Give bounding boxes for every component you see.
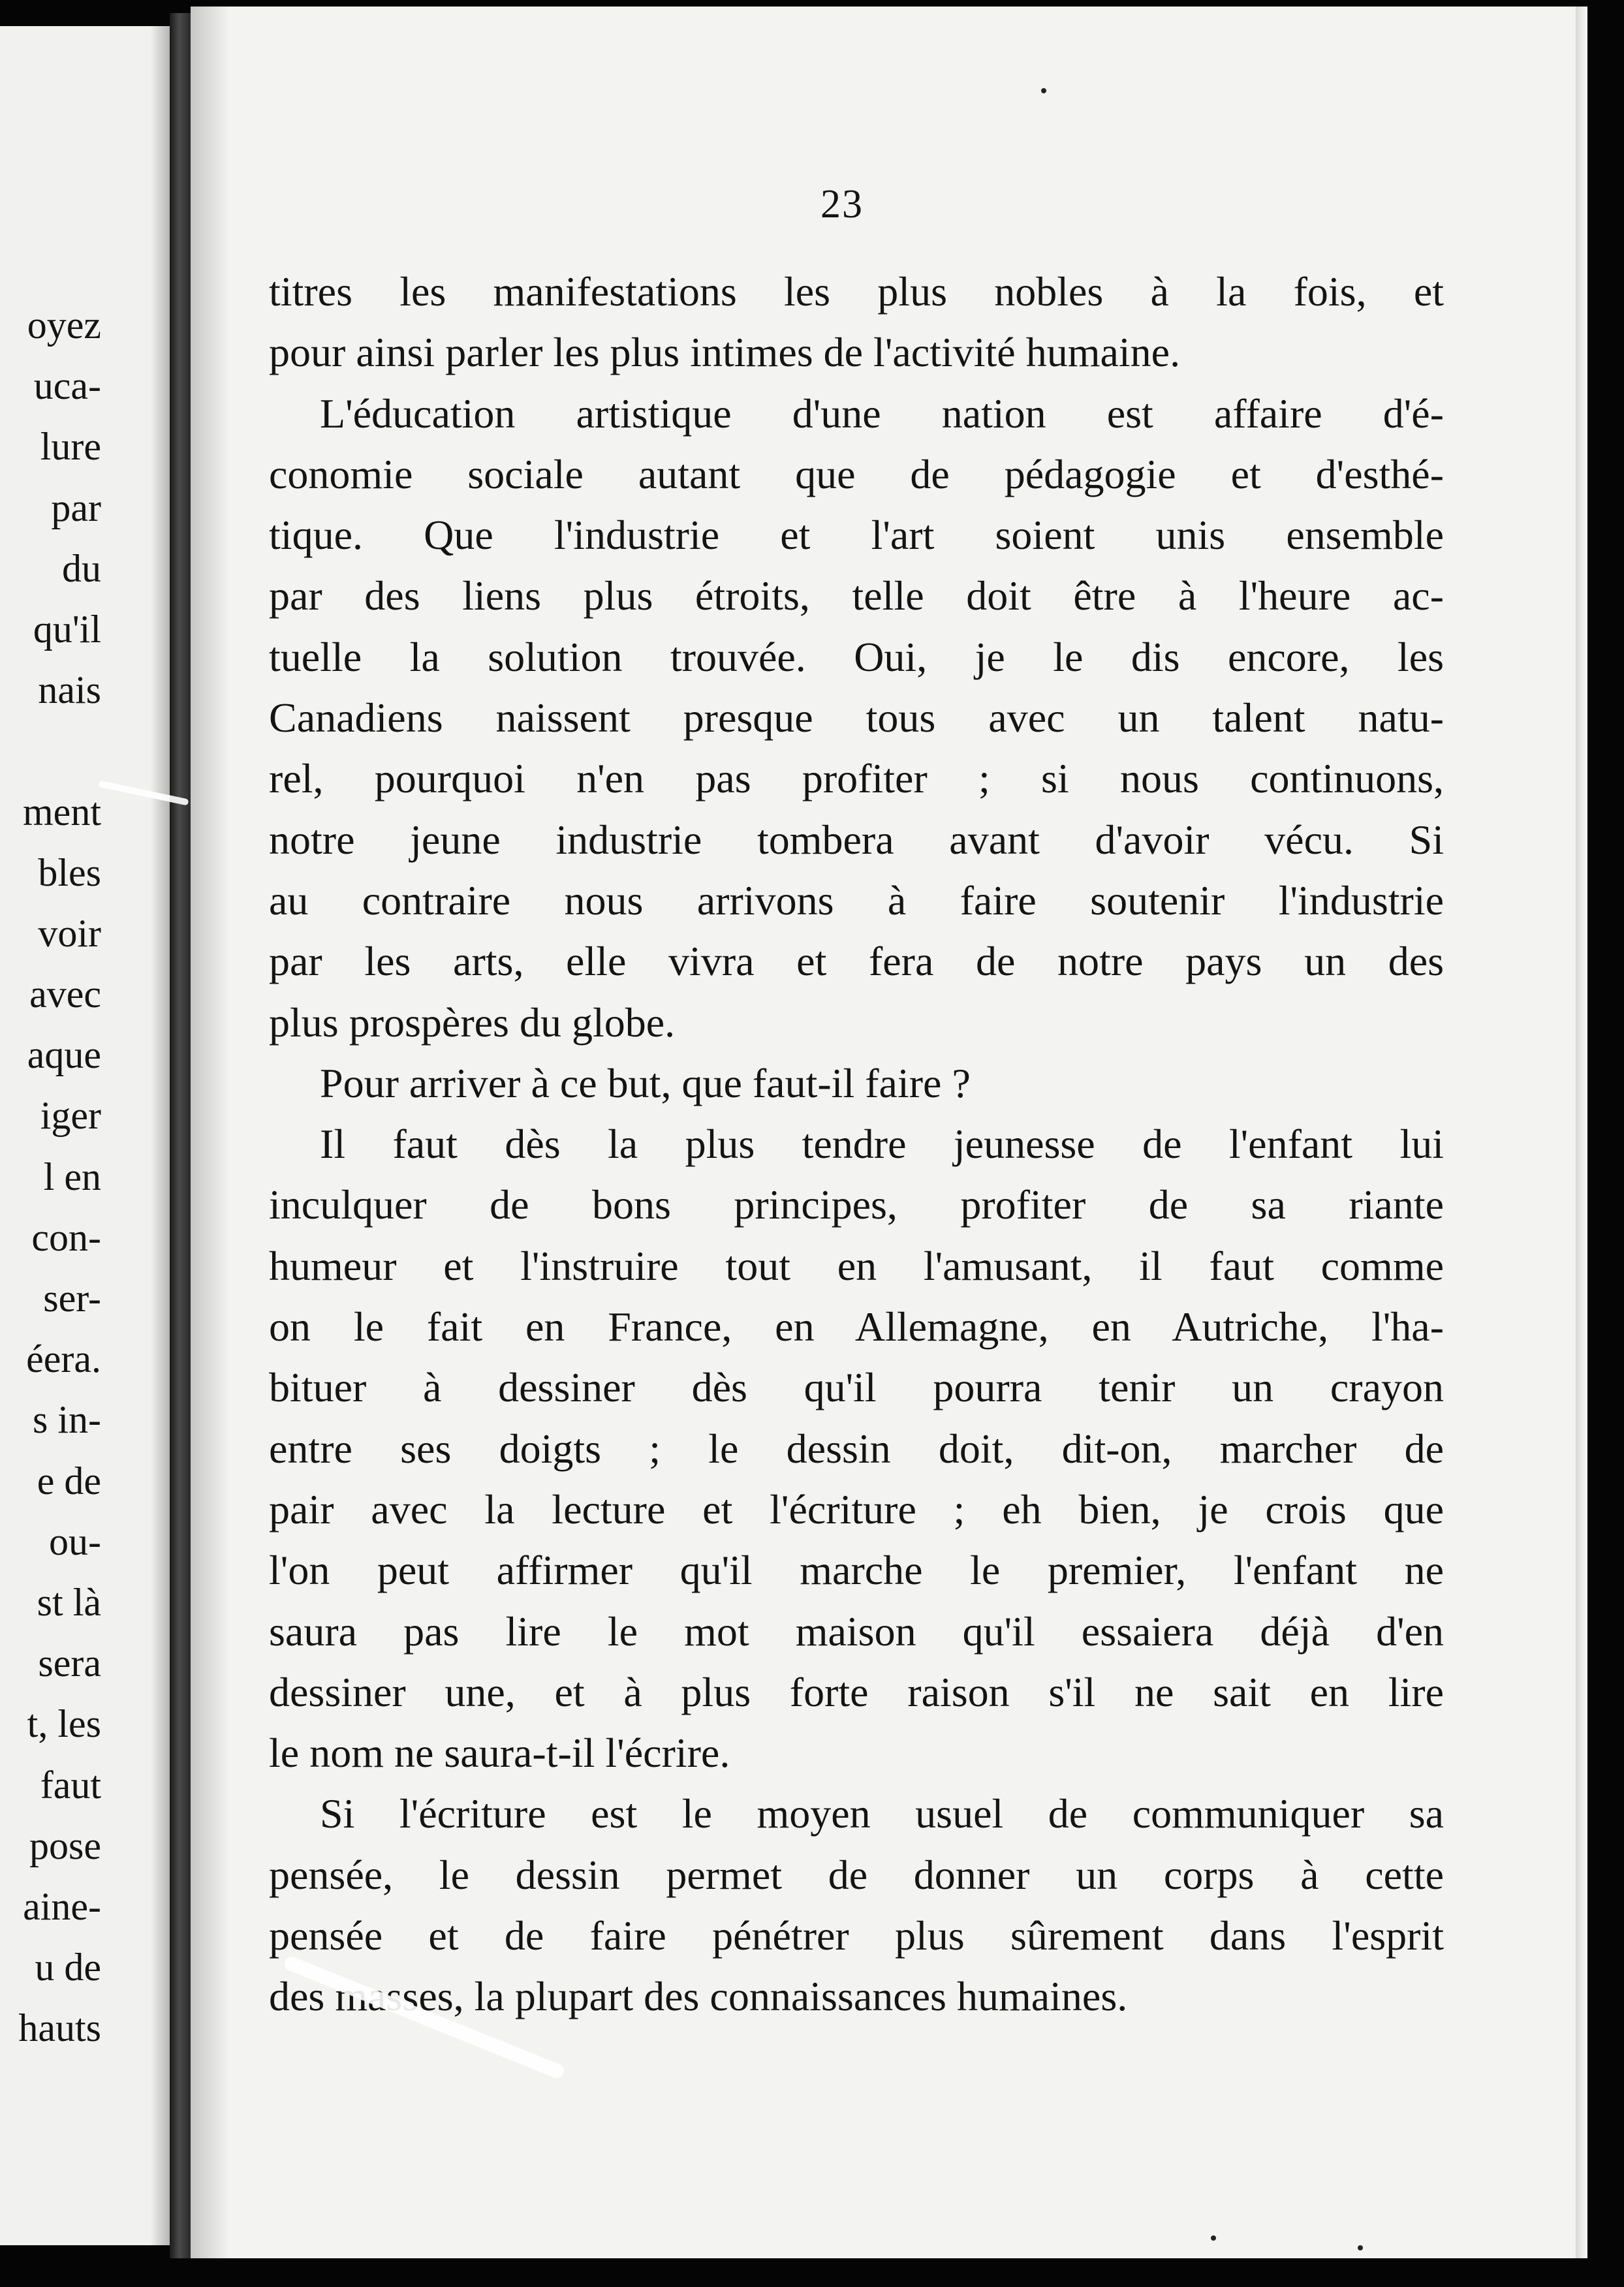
text-line: des masses, la plupart des connaissances humaines. bbox=[269, 1973, 1128, 2020]
left-fragment: t, les bbox=[27, 1702, 101, 1746]
left-fragment: sera bbox=[38, 1641, 101, 1685]
left-fragment: aque bbox=[27, 1033, 101, 1077]
left-fragment: avec bbox=[29, 972, 101, 1016]
text-line: inculquer de bons principes, profiter de sa riante bbox=[269, 1181, 1444, 1228]
left-page-text-fragments bbox=[18, 295, 101, 2059]
left-fragment: pose bbox=[29, 1824, 101, 1867]
text-line: au contraire nous arrivons à faire soutenir l'industrie bbox=[269, 877, 1444, 924]
text-line: notre jeune industrie tombera avant d'avoir vécu. Si bbox=[269, 816, 1444, 863]
text-line: on le fait en France, en Allemagne, en Autriche, l'ha- bbox=[269, 1303, 1444, 1350]
left-fragment: ment bbox=[23, 790, 101, 833]
text-line: l'on peut affirmer qu'il marche le premier, l'enfant ne bbox=[269, 1547, 1444, 1594]
text-line: Il faut dès la plus tendre jeunesse de l'enfant lui bbox=[320, 1121, 1444, 1168]
dust-speck bbox=[1041, 88, 1046, 93]
text-line: par des liens plus étroits, telle doit être à l'heure ac- bbox=[269, 572, 1444, 619]
left-fragment: éera. bbox=[26, 1337, 101, 1381]
text-line: tique. Que l'industrie et l'art soient unis ensemble bbox=[269, 512, 1444, 559]
text-line: pour ainsi parler les plus intimes de l'activité humaine. bbox=[269, 329, 1181, 376]
left-fragment: ou- bbox=[49, 1519, 101, 1563]
left-fragment: oyez bbox=[27, 303, 101, 347]
left-fragment: qu'il bbox=[33, 607, 101, 651]
left-fragment: par bbox=[51, 486, 101, 529]
left-fragment: iger bbox=[40, 1094, 101, 1138]
text-line: pair avec la lecture et l'écriture ; eh bien, je crois que bbox=[269, 1486, 1444, 1532]
dust-speck bbox=[1358, 2245, 1363, 2250]
left-fragment: bles bbox=[38, 850, 101, 894]
page-number-text: 23 bbox=[820, 182, 864, 226]
text-line: titres les manifestations les plus nobles à la fois, et bbox=[269, 268, 1444, 315]
text-line: L'éducation artistique d'une nation est affaire d'é- bbox=[320, 390, 1444, 437]
text-line: conomie sociale autant que de pédagogie et d'esthé- bbox=[269, 450, 1444, 497]
dust-speck bbox=[1211, 2235, 1216, 2241]
page-number bbox=[191, 181, 1587, 228]
left-fragment: uca- bbox=[33, 364, 101, 408]
left-fragment bbox=[18, 721, 101, 781]
text-line: le nom ne saura-t-il l'écrire. bbox=[269, 1730, 730, 1777]
text-line: entre ses doigts ; le dessin doit, dit-on, marcher de bbox=[269, 1425, 1444, 1472]
text-line: pensée, le dessin permet de donner un corps à cette bbox=[269, 1851, 1444, 1898]
left-fragment: ser- bbox=[43, 1277, 101, 1320]
left-fragment: s in- bbox=[33, 1398, 101, 1442]
left-facing-page bbox=[0, 26, 170, 2245]
text-line: tuelle la solution trouvée. Oui, je le dis encore, les bbox=[269, 633, 1444, 680]
left-fragment: nais bbox=[38, 668, 101, 712]
left-fragment: st là bbox=[37, 1580, 101, 1624]
left-fragment: l en bbox=[43, 1155, 101, 1198]
left-fragment: voir bbox=[38, 911, 101, 955]
left-page-shadow bbox=[150, 26, 170, 2245]
text-line: saura pas lire le mot maison qu'il essaiera déjà d'en bbox=[269, 1608, 1444, 1655]
left-fragment: lure bbox=[40, 425, 101, 469]
text-line: humeur et l'instruire tout en l'amusant, il faut comme bbox=[269, 1242, 1444, 1289]
book-gutter bbox=[170, 13, 191, 2258]
page-inner-shadow bbox=[191, 7, 230, 2258]
text-line: par les arts, elle vivra et fera de notre pays un des bbox=[269, 938, 1444, 985]
text-line: Canadiens naissent presque tous avec un talent natu- bbox=[269, 694, 1444, 741]
text-line: Si l'écriture est le moyen usuel de communiquer sa bbox=[320, 1790, 1444, 1837]
left-fragment: du bbox=[62, 546, 101, 590]
text-line: Pour arriver à ce but, que faut-il faire ? bbox=[320, 1059, 971, 1106]
text-line: dessiner une, et à plus forte raison s'il ne sait en lire bbox=[269, 1668, 1444, 1715]
left-fragment: e de bbox=[37, 1459, 101, 1502]
left-fragment: con- bbox=[31, 1215, 101, 1259]
right-page bbox=[191, 7, 1587, 2258]
left-fragment: aine- bbox=[23, 1884, 101, 1928]
left-fragment: hauts bbox=[18, 2006, 101, 2050]
text-line: bituer à dessiner dès qu'il pourra tenir un crayon bbox=[269, 1364, 1444, 1411]
left-fragment: faut bbox=[40, 1763, 101, 1807]
text-line: rel, pourquoi n'en pas profiter ; si nous continuons, bbox=[269, 755, 1444, 802]
text-line: plus prospères du globe. bbox=[269, 999, 676, 1046]
body-text bbox=[269, 261, 1444, 2027]
page-right-edge bbox=[1576, 7, 1587, 2258]
text-line: pensée et de faire pénétrer plus sûrement dans l'esprit bbox=[269, 1912, 1444, 1959]
left-fragment: u de bbox=[35, 1946, 101, 1989]
